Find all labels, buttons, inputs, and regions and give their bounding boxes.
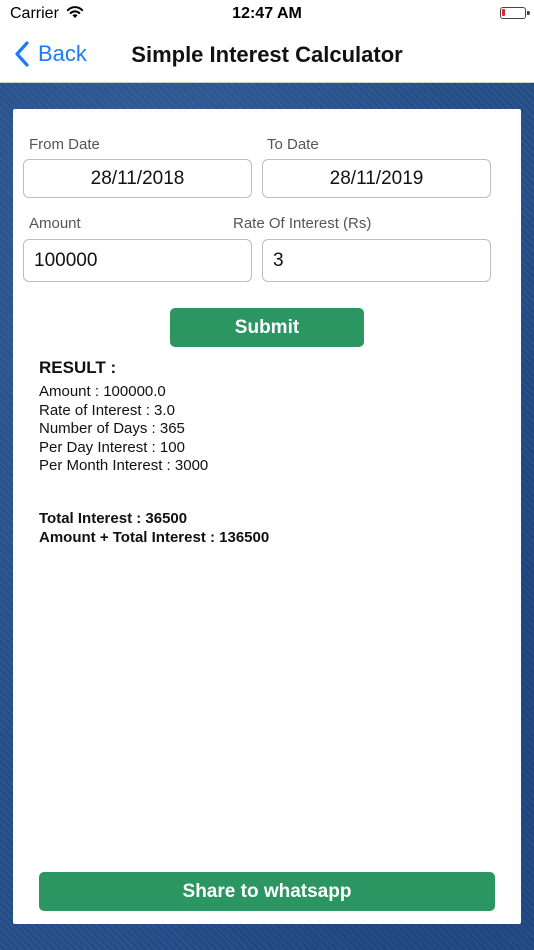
result-amount: Amount : 100000.0 (39, 383, 166, 400)
result-list (39, 383, 208, 476)
submit-button[interactable]: Submit (170, 308, 364, 347)
carrier-label: Carrier (10, 5, 59, 22)
result-days: Number of Days : 365 (39, 420, 185, 437)
result-totals (39, 510, 269, 547)
amount-input[interactable]: 100000 (23, 239, 252, 282)
battery-icon (500, 7, 526, 19)
total-interest: Total Interest : 36500 (39, 510, 188, 527)
amount-label: Amount (29, 215, 81, 232)
to-date-label: To Date (267, 136, 319, 153)
result-heading: RESULT : (39, 358, 117, 377)
amount-plus-total: Amount + Total Interest : 136500 (39, 528, 270, 546)
back-label: Back (38, 41, 87, 66)
result-per-month: Per Month Interest : 3000 (39, 457, 209, 474)
share-whatsapp-button[interactable]: Share to whatsapp (39, 872, 495, 911)
result-rate: Rate of Interest : 3.0 (39, 401, 175, 419)
rate-input[interactable]: 3 (262, 239, 491, 282)
to-date-field[interactable]: 28/11/2019 (262, 159, 491, 198)
result-per-day: Per Day Interest : 100 (39, 438, 185, 456)
rate-label: Rate Of Interest (Rs) (233, 215, 372, 232)
from-date-label: From Date (29, 136, 100, 153)
status-bar (0, 0, 534, 28)
clock: 12:47 AM (232, 5, 302, 22)
page-title: Simple Interest Calculator (131, 42, 403, 67)
navigation-bar (0, 28, 534, 83)
from-date-field[interactable]: 28/11/2018 (23, 159, 252, 198)
